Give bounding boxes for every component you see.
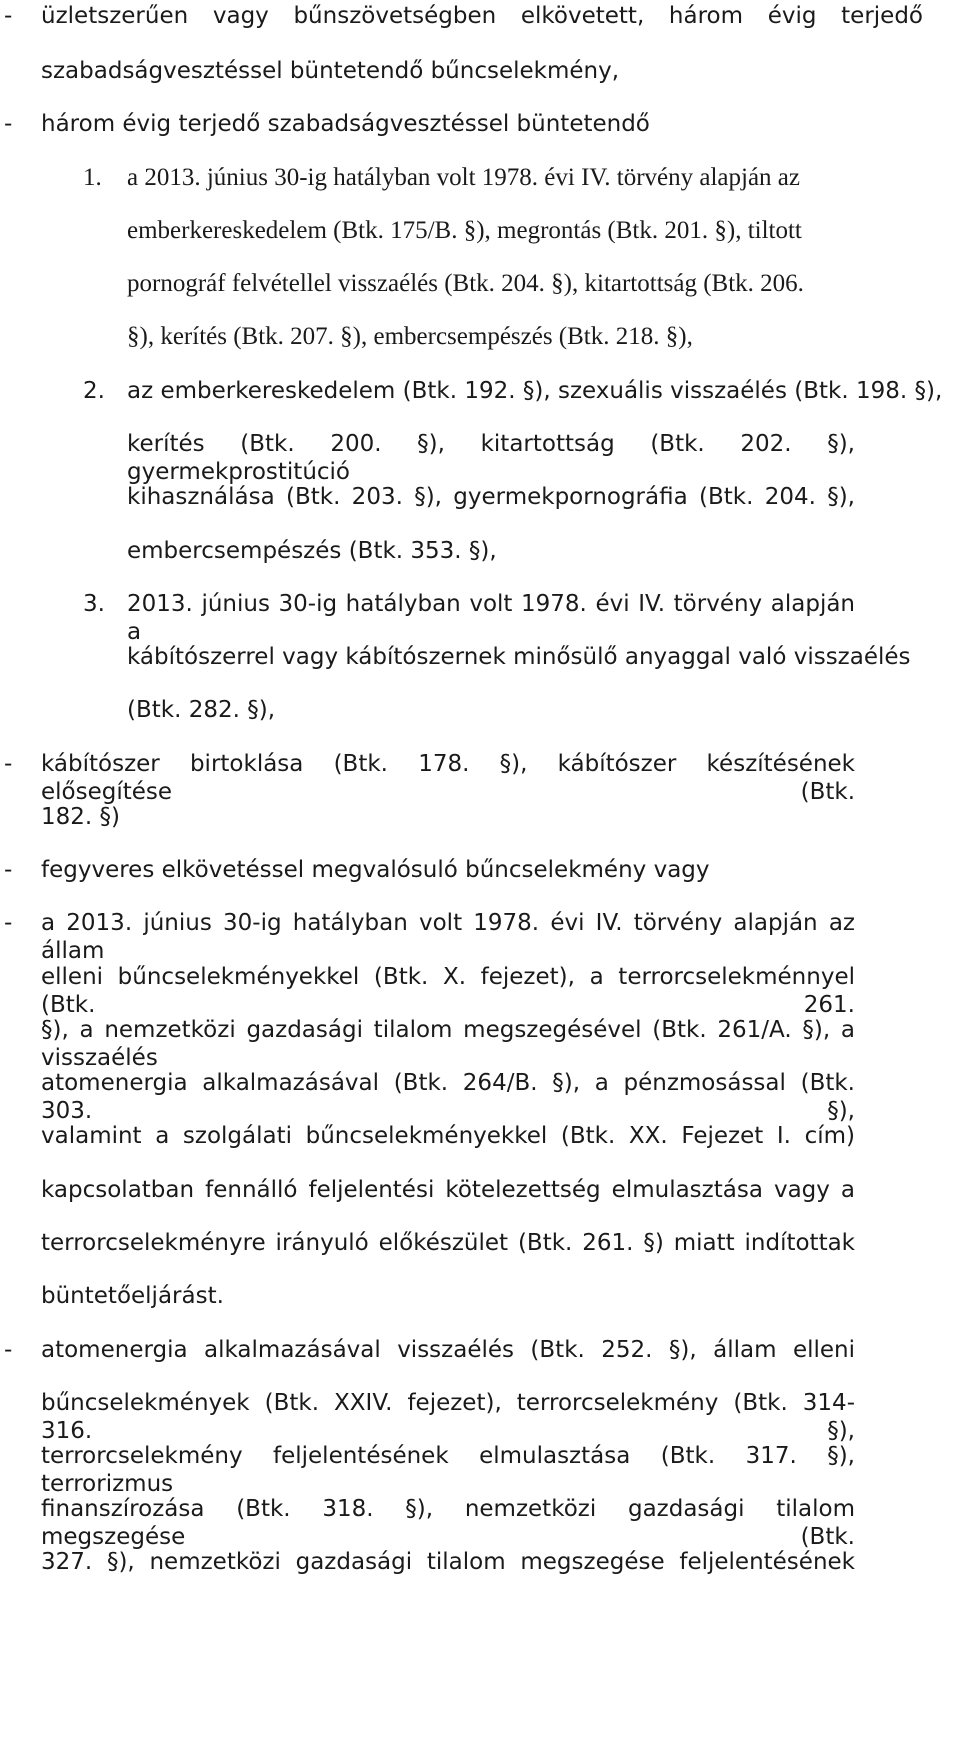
text-line: terrorcselekmény feljelentésének elmulasztása (Btk. 317. §), terrorizmus [41,1443,855,1497]
list-number: 1. [83,164,102,191]
text-line: valamint a szolgálati bűncselekményekkel (Btk. XX. Fejezet I. cím) [41,1123,855,1149]
text-line: embercsempészés (Btk. 353. §), [127,538,497,564]
text-line: kihasználása (Btk. 203. §), gyermekpornográfia (Btk. 204. §), [127,484,855,510]
text-line: az emberkereskedelem (Btk. 192. §), szexuális visszaélés (Btk. 198. §), [127,378,943,404]
bullet-dash: - [4,3,13,29]
text-line: (Btk. 282. §), [127,697,276,723]
text-line: kábítószerrel vagy kábítószernek minősülő anyaggal való visszaélés [127,644,911,670]
bullet-dash: - [4,857,13,883]
text-line: büntetőeljárást. [41,1283,224,1309]
bullet-dash: - [4,111,13,137]
text-line: finanszírozása (Btk. 318. §), nemzetközi gazdasági tilalom megszegése (Btk. [41,1496,855,1550]
list-number: 2. [83,378,105,404]
text-line: kábítószer birtoklása (Btk. 178. §), kábítószer készítésének elősegítése (Btk. [41,751,855,805]
text-line: a 2013. június 30-ig hatályban volt 1978. évi IV. törvény alapján az állam [41,910,855,964]
text-line: három évig terjedő szabadságvesztéssel büntetendő [41,111,650,137]
bullet-dash: - [4,910,13,936]
text-line: kerítés (Btk. 200. §), kitartottság (Btk. 202. §), gyermekprostitúció [127,431,855,485]
text-line: pornográf felvétellel visszaélés (Btk. 204. §), kitartottság (Btk. 206. [127,270,804,297]
text-line: üzletszerűen vagy bűnszövetségben elkövetett, három évig terjedő [41,3,923,29]
text-line: szabadságvesztéssel büntetendő bűncselekmény, [41,58,620,84]
text-line: bűncselekmények (Btk. XXIV. fejezet), terrorcselekmény (Btk. 314-316. §), [41,1390,855,1444]
text-line: a 2013. június 30-ig hatályban volt 1978. évi IV. törvény alapján az [127,164,800,191]
text-line: kapcsolatban fennálló feljelentési kötelezettség elmulasztása vagy a [41,1177,855,1203]
bullet-dash: - [4,1337,13,1363]
text-line: atomenergia alkalmazásával (Btk. 264/B. §), a pénzmosással (Btk. 303. §), [41,1070,855,1124]
bullet-dash: - [4,751,13,777]
text-line: fegyveres elkövetéssel megvalósuló bűncselekmény vagy [41,857,710,883]
text-line: terrorcselekményre irányuló előkészület (Btk. 261. §) miatt indítottak [41,1230,855,1256]
text-line: 327. §), nemzetközi gazdasági tilalom megszegése feljelentésének [41,1549,855,1575]
text-line: emberkereskedelem (Btk. 175/B. §), megrontás (Btk. 201. §), tiltott [127,217,802,244]
text-line: elleni bűncselekményekkel (Btk. X. fejezet), a terrorcselekménnyel (Btk. 261. [41,964,855,1018]
text-line: 182. §) [41,804,120,830]
text-line: §), kerítés (Btk. 207. §), embercsempészés (Btk. 218. §), [127,323,693,350]
text-line: §), a nemzetközi gazdasági tilalom megszegésével (Btk. 261/A. §), a visszaélés [41,1017,855,1071]
text-line: atomenergia alkalmazásával visszaélés (Btk. 252. §), állam elleni [41,1337,855,1363]
text-line: 2013. június 30-ig hatályban volt 1978. évi IV. törvény alapján a [127,591,855,645]
list-number: 3. [83,591,105,617]
